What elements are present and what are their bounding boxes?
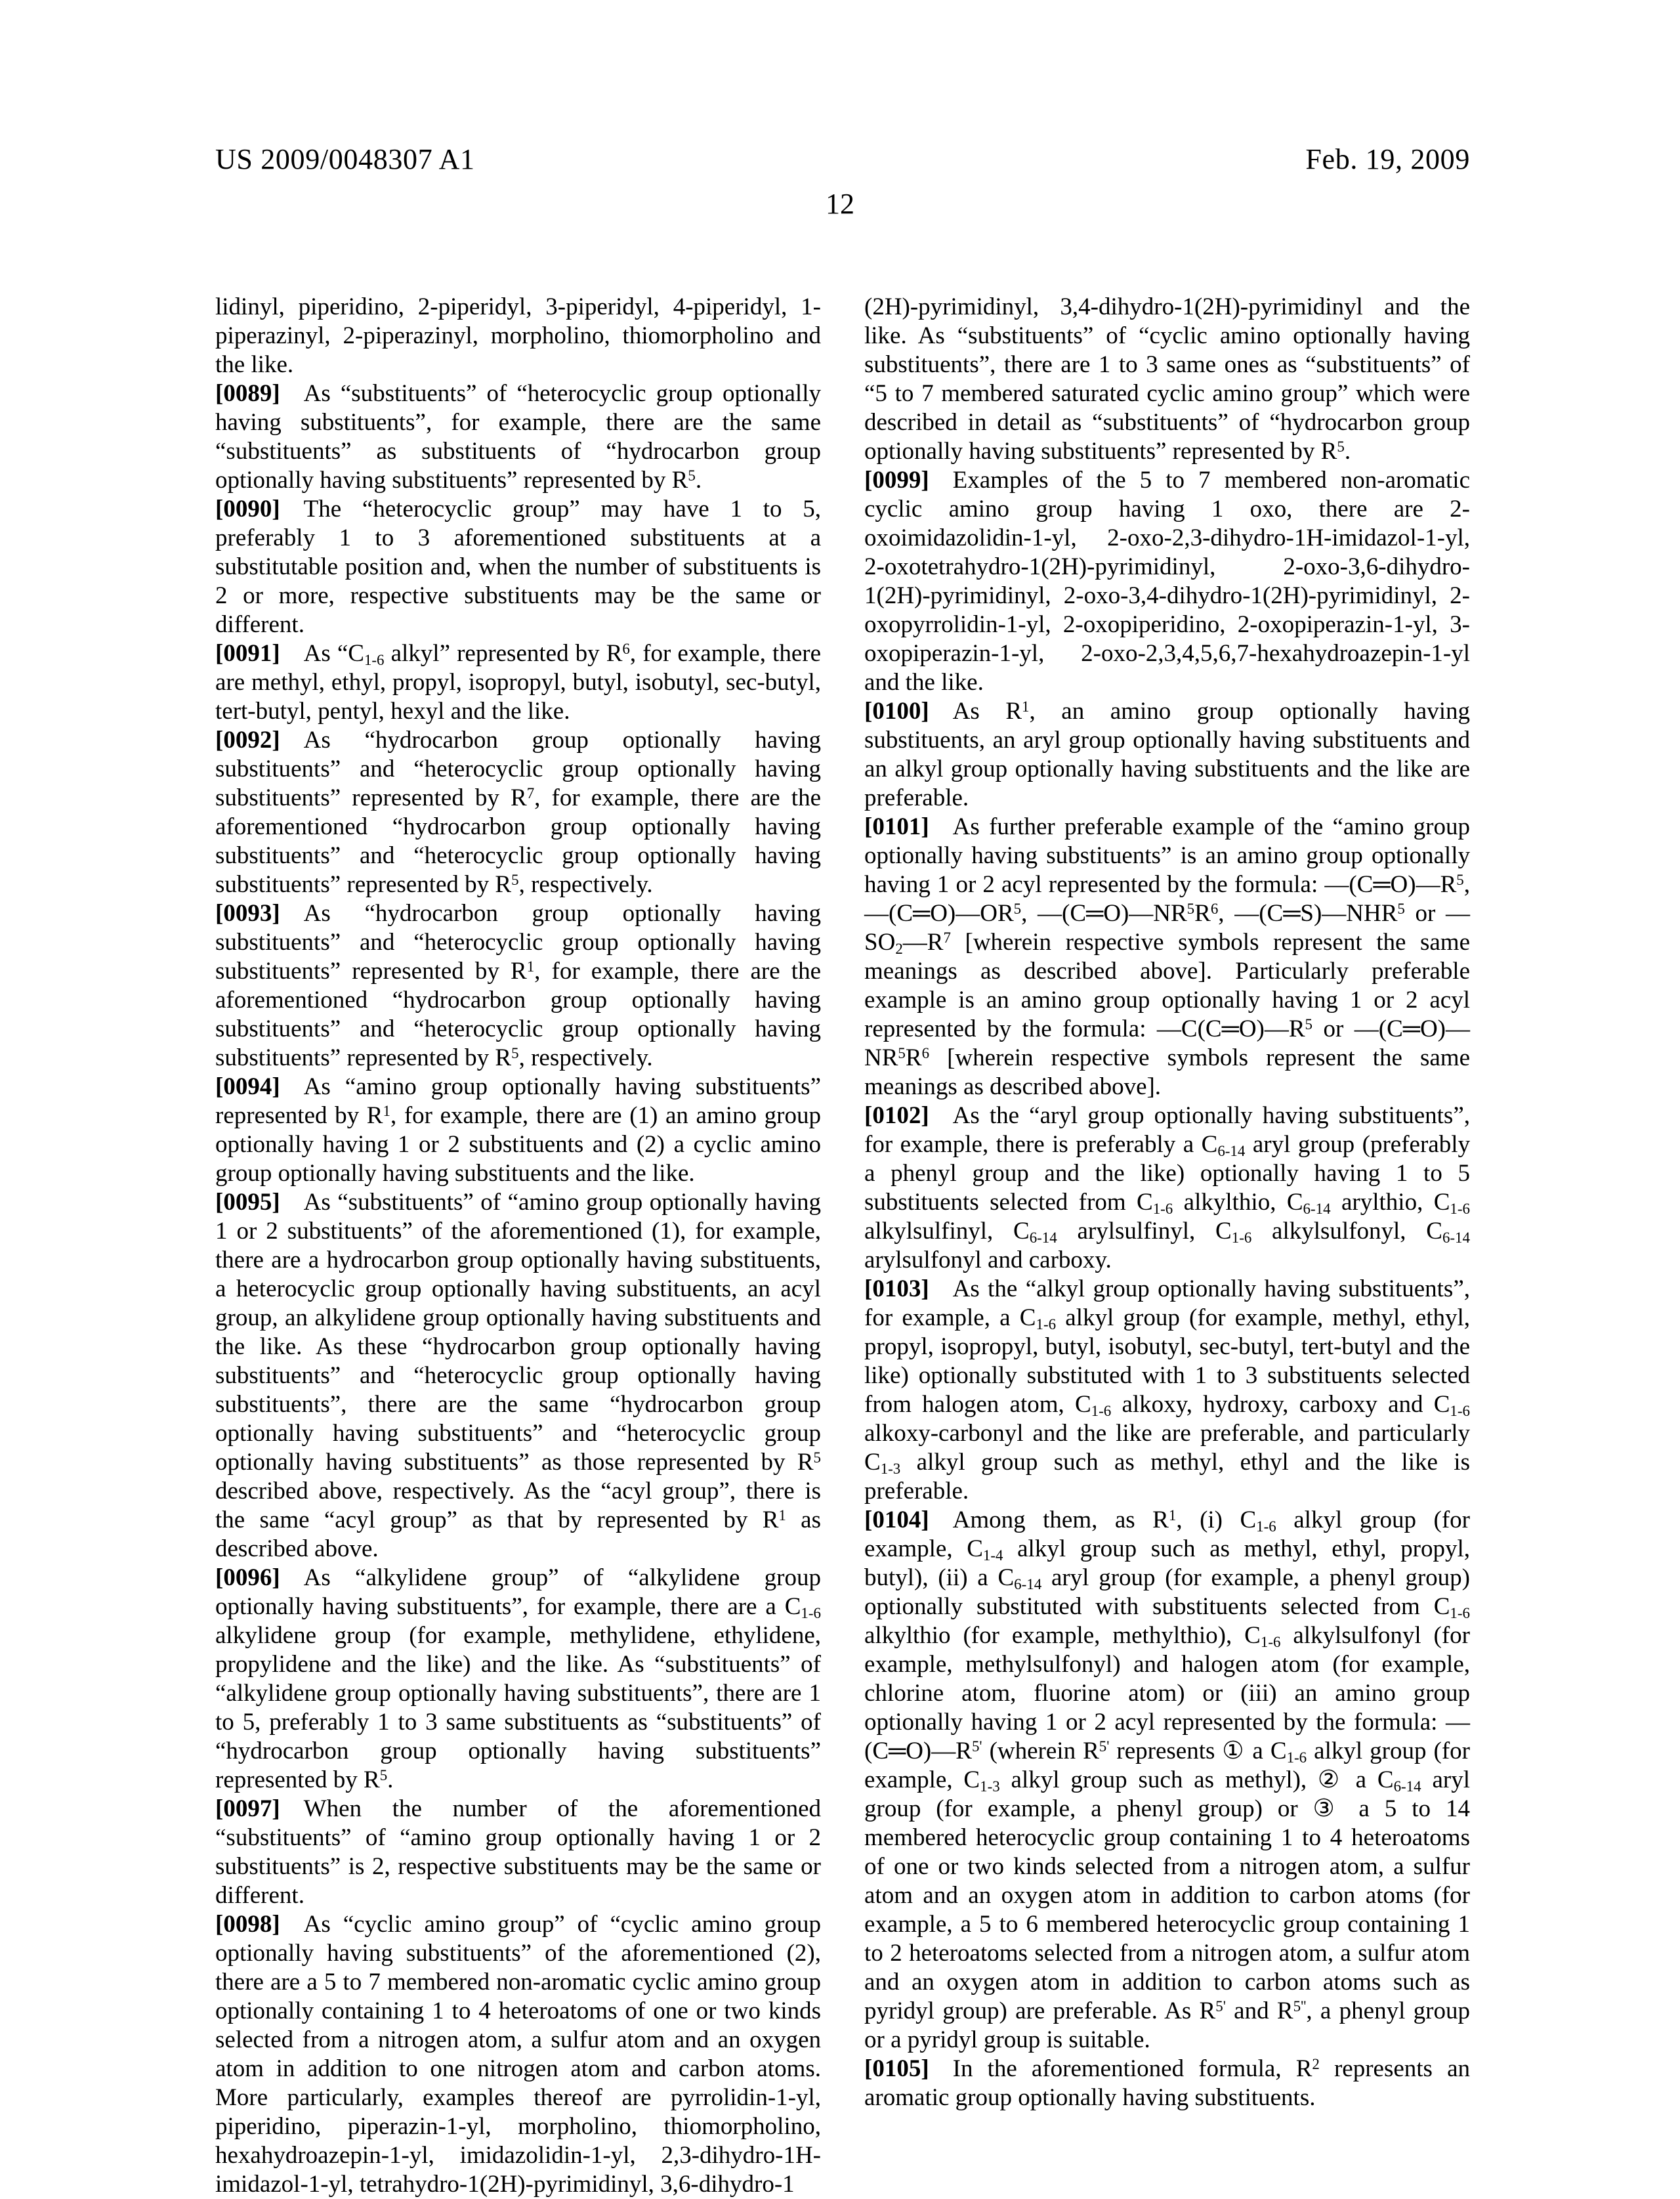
paragraph-number: [0101]	[864, 813, 929, 840]
paragraph-text: Examples of the 5 to 7 membered non-aromatic cyclic amino group having 1 oxo, there are 2-oxoimidazolidin-1-yl, 2-oxo-2,3-dihydro-1H-imidazol-1-yl, 2-oxotetrahydro-1(2H)-pyrimidinyl, 2-oxo-3,6-dihydro-1(2H)-pyrimidinyl, 2-oxo-3,4-dihydro-1(2H)-pyrimidinyl, 2-oxopyrrolidin-1-yl, 2-oxopiperidino, 2-oxopiperazin-1-yl, 3-oxopiperazin-1-yl, 2-oxo-2,3,4,5,6,7-hexahydroazepin-1-yl and the like.	[864, 467, 1470, 696]
publication-date: Feb. 19, 2009	[1305, 143, 1470, 175]
paragraph	[215, 639, 821, 726]
document-body	[215, 293, 1470, 2199]
right-column	[864, 293, 1470, 2199]
page-header	[215, 143, 1470, 176]
paragraph-text: When the number of the aforementioned “substituents” of “amino group optionally having 1 or 2 substituents” is 2, respective substituents may be the same or different.	[215, 1795, 821, 1909]
paragraph	[864, 1506, 1470, 2055]
paragraph-text: As $R^1$, an amino group optionally having substituents, an aryl group optionally having substituents and an alkyl group optionally having substituents and the like are preferable.	[864, 698, 1470, 811]
paragraph	[864, 2055, 1470, 2112]
paragraph-text: As “substituents” of “amino group optionally having 1 or 2 substituents” of the aforementioned (1), for example, there are a hydrocarbon group optionally having substituents, a heterocyclic group optionally having substituents, an acyl group, an alkylidene group optionally having substituents and the like. As these “hydrocarbon group optionally having substituents” and “heterocyclic group optionally having substituents”, there are the same “hydrocarbon group optionally having substituents” and “heterocyclic group optionally having substituents” as those represented by $R^5$ described above, respectively. As the “acyl group”, there is the same “acyl group” as that by represented by $R^1$ as described above.	[215, 1189, 821, 1562]
paragraph-text: In the aforementioned formula, $R^2$ represents an aromatic group optionally having substituents.	[864, 2055, 1470, 2111]
paragraph-number: [0105]	[864, 2055, 929, 2082]
page-number: 12	[826, 188, 854, 220]
paragraph-text: As “cyclic amino group” of “cyclic amino group optionally having substituents” of the aforementioned (2), there are a 5 to 7 membered non-aromatic cyclic amino group optionally containing 1 to 4 heteroatoms of one or two kinds selected from a nitrogen atom, a sulfur atom and an oxygen atom in addition to one nitrogen atom and carbon atoms. More particularly, examples thereof are pyrrolidin-1-yl, piperidino, piperazin-1-yl, morpholino, thiomorpholino, hexahydroazepin-1-yl, imidazolidin-1-yl, 2,3-dihydro-1H-imidazol-1-yl, tetrahydro-1(2H)-pyrimidinyl, 3,6-dihydro-1	[215, 1911, 821, 2198]
paragraph	[864, 813, 1470, 1101]
paragraph-number: [0095]	[215, 1189, 280, 1216]
paragraph-text: The “heterocyclic group” may have 1 to 5, preferably 1 to 3 aforementioned substituents at a substitutable position and, when the number of substituents is 2 or more, respective substituents may be the same or different.	[215, 496, 821, 638]
paragraph-text: As “$C_{1-6}$ alkyl” represented by $R^6$, for example, there are methyl, ethyl, propyl, isopropyl, butyl, isobutyl, sec-butyl, tert-butyl, pentyl, hexyl and the like.	[215, 640, 821, 725]
paragraph-number: [0090]	[215, 496, 280, 523]
paragraph-number: [0104]	[864, 1506, 929, 1533]
paragraph-number: [0099]	[864, 467, 929, 494]
paragraph	[215, 1073, 821, 1188]
paragraph-number: [0100]	[864, 698, 929, 725]
paragraph	[215, 495, 821, 639]
paragraph-text: As “alkylidene group” of “alkylidene group optionally having substituents”, for example, there are a $C_{1-6}$ alkylidene group (for example, methylidene, ethylidene, propylidene and the like) and the like. As “substituents” of “alkylidene group optionally having substituents”, there are 1 to 5, preferably 1 to 3 same substituents as “substituents” of “hydrocarbon group optionally having substituents” represented by $R^5$.	[215, 1564, 821, 1793]
paragraph-text: As “hydrocarbon group optionally having substituents” and “heterocyclic group optionally having substituents” represented by $R^1$, for example, there are the aforementioned “hydrocarbon group optionally having substituents” and “heterocyclic group optionally having substituents” represented by $R^5$, respectively.	[215, 900, 821, 1071]
paragraph-text: As further preferable example of the “amino group optionally having substituents” is an amino group optionally having 1 or 2 acyl represented by the formula: $—(C═O)—R^5$, $—(C═O)—OR^5$, $—(C═O)—NR^5R^6$, —(C═S)—NHR$^5$ or $—SO_2—R^7$ [wherein respective symbols represent the same meanings as described above]. Particularly preferable example is an amino group optionally having 1 or 2 acyl represented by the formula: $—C(C═O)—R^5$ or $—(C═O)—NR^5R^6$ [wherein respective symbols represent the same meanings as described above].	[864, 813, 1470, 1100]
paragraph-text: Among them, as $R^1$, (i) $C_{1-6}$ alkyl group (for example, $C_{1-4}$ alkyl group such as methyl, ethyl, propyl, butyl), (ii) a $C_{6-14}$ aryl group (for example, a phenyl group) optionally substituted with substituents selected from $C_{1-6}$ alkylthio (for example, methylthio), $C_{1-6}$ alkylsulfonyl (for example, methylsulfonyl) and halogen atom (for example, chlorine atom, fluorine atom) or (iii) an amino group optionally having 1 or 2 acyl represented by the formula: $—(C═O)—R^{5'}$ (wherein $R^{5'}$ represents ① a $C_{1-6}$ alkyl group (for example, $C_{1-3}$ alkyl group such as methyl), ② a $C_{6-14}$ aryl group (for example, a phenyl group) or ③ a 5 to 14 membered heterocyclic group containing 1 to 4 heteroatoms of one or two kinds selected from a nitrogen atom, a sulfur atom and an oxygen atom in addition to carbon atoms (for example, a 5 to 6 membered heterocyclic group containing 1 to 2 heteroatoms selected from a nitrogen atom, a sulfur atom and an oxygen atom in addition to carbon atoms such as pyridyl group) are preferable. As $R^{5'}$ and $R^{5''}$, a phenyl group or a pyridyl group is suitable.	[864, 1506, 1471, 2053]
paragraph	[864, 1101, 1470, 1275]
left-column	[215, 293, 821, 2199]
paragraph	[864, 697, 1470, 813]
paragraph-number: [0098]	[215, 1911, 280, 1938]
paragraph-text: As “hydrocarbon group optionally having substituents” and “heterocyclic group optionally having substituents” represented by $R^7$, for example, there are the aforementioned “hydrocarbon group optionally having substituents” and “heterocyclic group optionally having substituents” represented by $R^5$, respectively.	[215, 727, 821, 898]
paragraph-number: [0091]	[215, 640, 280, 667]
paragraph-number: [0094]	[215, 1073, 280, 1100]
paragraph	[215, 1564, 821, 1795]
publication-number: US 2009/0048307 A1	[215, 143, 475, 175]
paragraph-number: [0089]	[215, 380, 280, 407]
paragraph	[215, 1795, 821, 1910]
paragraph	[215, 293, 821, 379]
paragraph-text: As “amino group optionally having substituents” represented by $R^1$, for example, there are (1) an amino group optionally having 1 or 2 substituents and (2) a cyclic amino group optionally having substituents and the like.	[215, 1073, 821, 1187]
paragraph-number: [0102]	[864, 1102, 929, 1129]
paragraph	[215, 726, 821, 899]
paragraph	[864, 293, 1470, 466]
paragraph-number: [0093]	[215, 900, 280, 927]
paragraph-number: [0103]	[864, 1275, 929, 1302]
paragraph-number: [0096]	[215, 1564, 280, 1591]
paragraph-text: As the “alkyl group optionally having substituents”, for example, a $C_{1-6}$ alkyl group (for example, methyl, ethyl, propyl, isopropyl, butyl, isobutyl, sec-butyl, tert-butyl and the like) optionally substituted with 1 to 3 substituents selected from halogen atom, $C_{1-6}$ alkoxy, hydroxy, carboxy and $C_{1-6}$ alkoxy-carbonyl and the like are preferable, and particularly $C_{1-3}$ alkyl group such as methyl, ethyl and the like is preferable.	[864, 1275, 1470, 1505]
paragraph	[215, 379, 821, 495]
paragraph-text: As “substituents” of “heterocyclic group optionally having substituents”, for example, there are the same “substituents” as substituents of “hydrocarbon group optionally having substituents” represented by $R^5$.	[215, 380, 821, 494]
paragraph	[215, 899, 821, 1073]
paragraph	[864, 1275, 1470, 1506]
paragraph-text: lidinyl, piperidino, 2-piperidyl, 3-piperidyl, 4-piperidyl, 1-piperazinyl, 2-piperazinyl, morpholino, thiomorpholino and the like.	[215, 293, 821, 378]
paragraph-text: As the “aryl group optionally having substituents”, for example, there is preferably a $C_{6-14}$ aryl group (preferably a phenyl group and the like) optionally having 1 to 5 substituents selected from $C_{1-6}$ alkylthio, $C_{6-14}$ arylthio, $C_{1-6}$ alkylsulfinyl, $C_{6-14}$ arylsulfinyl, $C_{1-6}$ alkylsulfonyl, $C_{6-14}$ arylsulfonyl and carboxy.	[864, 1102, 1470, 1273]
paragraph	[215, 1188, 821, 1564]
paragraph-number: [0092]	[215, 727, 280, 754]
paragraph-text: (2H)-pyrimidinyl, 3,4-dihydro-1(2H)-pyrimidinyl and the like. As “substituents” of “cyclic amino optionally having substituents”, there are 1 to 3 same ones as “substituents” of “5 to 7 membered saturated cyclic amino group” which were described in detail as “substituents” of “hydrocarbon group optionally having substituents” represented by $R^5$.	[864, 293, 1470, 465]
paragraph	[864, 466, 1470, 697]
paragraph	[215, 1910, 821, 2199]
paragraph-number: [0097]	[215, 1795, 280, 1822]
